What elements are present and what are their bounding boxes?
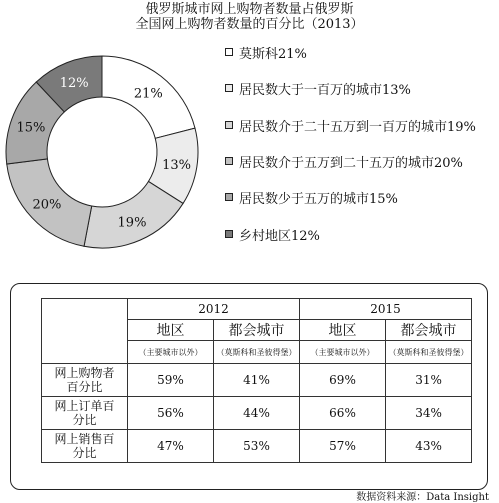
- col-header-region-2012: 地区: [128, 320, 214, 341]
- legend-label: 居民数介于二十五万到一百万的城市19%: [239, 119, 476, 135]
- col-header-metro-2015: 都会城市: [386, 320, 472, 341]
- table-cell: 59%: [128, 364, 214, 397]
- slice-value-label: 12%: [59, 75, 89, 91]
- row-header-sales: 网上销售百 分比: [42, 430, 128, 463]
- legend-swatch: [225, 157, 233, 165]
- slice-value-label: 20%: [32, 197, 62, 213]
- row-header-shoppers: 网上购物者 百分比: [42, 364, 128, 397]
- legend-swatch: [225, 193, 233, 201]
- legend-item: [225, 189, 398, 205]
- slice-value-label: 19%: [117, 215, 147, 231]
- table-cell: 44%: [214, 397, 300, 430]
- table-cell: 34%: [386, 397, 472, 430]
- donut-chart: [0, 40, 210, 270]
- legend-swatch: [225, 121, 233, 129]
- year-header-2015: 2015: [300, 299, 472, 320]
- legend-label: 乡村地区12%: [239, 228, 320, 244]
- legend-label: 居民数介于五万到二十五万的城市20%: [239, 155, 463, 171]
- legend-swatch: [225, 230, 233, 238]
- source-note: 数据资料来源：Data Insight: [356, 492, 489, 503]
- legend-item: [225, 117, 476, 133]
- table-cell: 31%: [386, 364, 472, 397]
- row-header-orders: 网上订单百 分比: [42, 397, 128, 430]
- data-table-panel: [10, 283, 488, 490]
- legend-item: [225, 80, 411, 96]
- legend-label: 莫斯科21%: [239, 46, 307, 62]
- slice-value-label: 13%: [162, 157, 192, 173]
- table-cell: 53%: [214, 430, 300, 463]
- table-row: [42, 397, 472, 430]
- col-sub-metro-2012: （莫斯科和圣彼得堡）: [214, 341, 300, 364]
- col-header-metro-2012: 都会城市: [214, 320, 300, 341]
- table-corner-cell: [42, 299, 128, 364]
- legend-item: [225, 226, 320, 242]
- table-cell: 41%: [214, 364, 300, 397]
- legend-item: [225, 44, 307, 60]
- data-table: [41, 298, 472, 463]
- chart-title-line2: 全国网上购物者数量的百分比（2013）: [135, 17, 364, 32]
- year-header-2012: 2012: [128, 299, 300, 320]
- legend-swatch: [225, 48, 233, 56]
- table-cell: 56%: [128, 397, 214, 430]
- table-row: [42, 430, 472, 463]
- table-cell: 66%: [300, 397, 386, 430]
- slice-value-label: 21%: [133, 86, 163, 102]
- col-sub-metro-2015: （莫斯科和圣彼得堡）: [386, 341, 472, 364]
- chart-title-line1: 俄罗斯城市网上购物者数量占俄罗斯: [145, 2, 354, 17]
- table-cell: 47%: [128, 430, 214, 463]
- slice-value-label: 15%: [16, 120, 46, 136]
- table-cell: 69%: [300, 364, 386, 397]
- legend-item: [225, 153, 463, 169]
- table-row: [42, 364, 472, 397]
- legend-label: 居民数大于一百万的城市13%: [239, 82, 411, 98]
- table-cell: 57%: [300, 430, 386, 463]
- legend-swatch: [225, 84, 233, 92]
- col-sub-region-2015: （主要城市以外）: [300, 341, 386, 364]
- legend-label: 居民数少于五万的城市15%: [239, 191, 398, 207]
- col-sub-region-2012: （主要城市以外）: [128, 341, 214, 364]
- table-cell: 43%: [386, 430, 472, 463]
- col-header-region-2015: 地区: [300, 320, 386, 341]
